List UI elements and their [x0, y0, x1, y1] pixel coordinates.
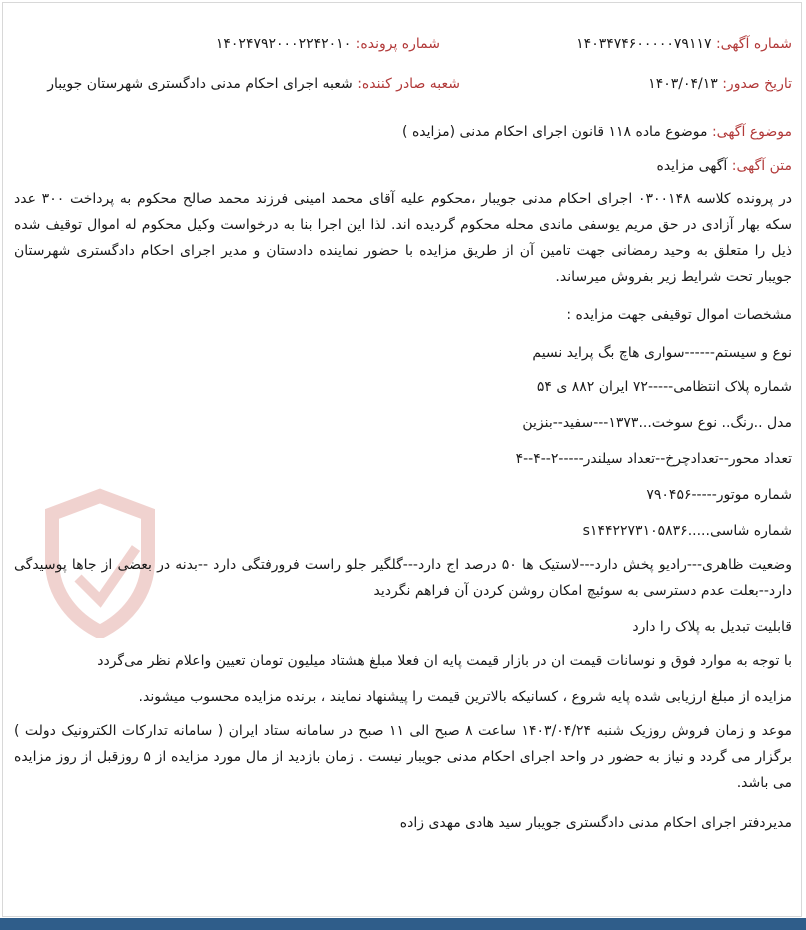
file-number-label: شماره پرونده: [355, 36, 440, 52]
schedule-paragraph: موعد و زمان فروش روزیک شنبه ۱۴۰۳/۰۴/۲۴ ساعت ۸ صبح الی ۱۱ صبح در سامانه ستاد ایران ( سامانه تدارکات الکترونیک دولت ) برگزار می گردد و نیاز به حضور در واحد اجرای احکام مدنی جویبار نیست . زمان بازدید از مال مورد مزایده از ۵ روزقبل از روز مزایده می باشد. [14, 723, 792, 791]
issue-date [648, 74, 792, 94]
file-number-value: ۱۴۰۲۴۷۹۲۰۰۰۲۲۴۲۰۱۰ [215, 36, 352, 52]
spec-engine: شماره موتور-----۷۹۰۴۵۶ [646, 487, 792, 503]
issue-date-label: تاریخ صدور: [722, 76, 792, 92]
issue-date-value: ۱۴۰۳/۰۴/۱۳ [648, 76, 718, 92]
notice-number-label: شماره آگهی: [715, 36, 792, 52]
specs-title: مشخصات اموال توقیفی جهت مزایده : [566, 307, 792, 323]
start-price-paragraph: مزایده از مبلغ ارزیابی شده پایه شروع ، کسانیکه بالاترین قیمت را پیشنهاد نمایند ، برنده مزایده محسوب میشوند. [138, 689, 792, 705]
text-title: آگهی مزایده [656, 158, 728, 174]
spec-model: مدل ..رنگ.. نوع سوخت...۱۳۷۳---سفید--بنزین [522, 415, 792, 431]
notice-number [576, 34, 792, 54]
notice-text-heading [656, 156, 792, 176]
footer-bar [0, 918, 806, 930]
spec-type: نوع و سیستم------سواری هاچ بگ پراید نسیم [532, 345, 792, 361]
issuer-value: شعبه اجرای احکام مدنی دادگستری شهرستان جویبار [47, 76, 353, 92]
condition-paragraph: وضعیت ظاهری---رادیو پخش دارد---لاستیک ها ۵۰ درصد اج دارد---گلگیر جلو راست فرورفتگی دارد --بدنه در بعضی از جاها پوسیدگی دارد--بعلت عدم دسترسی به سوئیچ امکان روشن کردن آن فراهم نگردید [14, 557, 793, 599]
plate-transfer: قابلیت تبدیل به پلاک را دارد [632, 619, 792, 635]
spec-plate: شماره پلاک انتظامی-----۷۲ ایران ۸۸۲ ی ۵۴ [536, 379, 792, 395]
issuer [47, 74, 460, 94]
spec-axles: تعداد محور--تعدادچرخ--تعداد سیلندر-----۲--۴--۴ [515, 451, 792, 467]
valuation-paragraph: با توجه به موارد فوق و نوسانات قیمت ان در بازار قیمت پایه ان فعلا مبلغ هشتاد میلیون تومان تعیین واعلام نظر می‌گردد [97, 653, 792, 669]
subject [402, 122, 792, 142]
file-number [216, 34, 440, 54]
spec-chassis: شماره شاسی.....s۱۴۴۲۲۷۳۱۰۵۸۳۶ [582, 523, 792, 539]
subject-value: موضوع ماده ۱۱۸ قانون اجرای احکام مدنی (مزایده ) [402, 124, 708, 140]
subject-label: موضوع آگهی: [711, 124, 792, 140]
intro-paragraph: در پرونده کلاسه ۰۳۰۰۱۴۸ اجرای احکام مدنی جویبار ،محکوم علیه آقای محمد امینی فرزند محمد صالح محکوم به پرداخت ۳۰۰ عدد سکه بهار آزادی در حق مریم یوسفی ماندی محله محکوم گردیده اند. لذا این اجرا بنا به درخواست وکیل محکوم له اموال توقیف شده ذیل را متعلق به وحید رمضانی جهت تامین آن از طریق مزایده با حضور نماینده دادستان و مدیر اجرای احکام دادگستری شهرستان جویبار تحت شرایط زیر بفروش میرساند. [14, 191, 793, 285]
issuer-label: شعبه صادر کننده: [357, 76, 460, 92]
text-label: متن آگهی: [731, 158, 792, 174]
signature: مدیردفتر اجرای احکام مدنی دادگستری جویبار سید هادی مهدی زاده [399, 815, 792, 831]
notice-number-value: ۱۴۰۳۴۷۴۶۰۰۰۰۰۷۹۱۱۷ [576, 36, 712, 52]
